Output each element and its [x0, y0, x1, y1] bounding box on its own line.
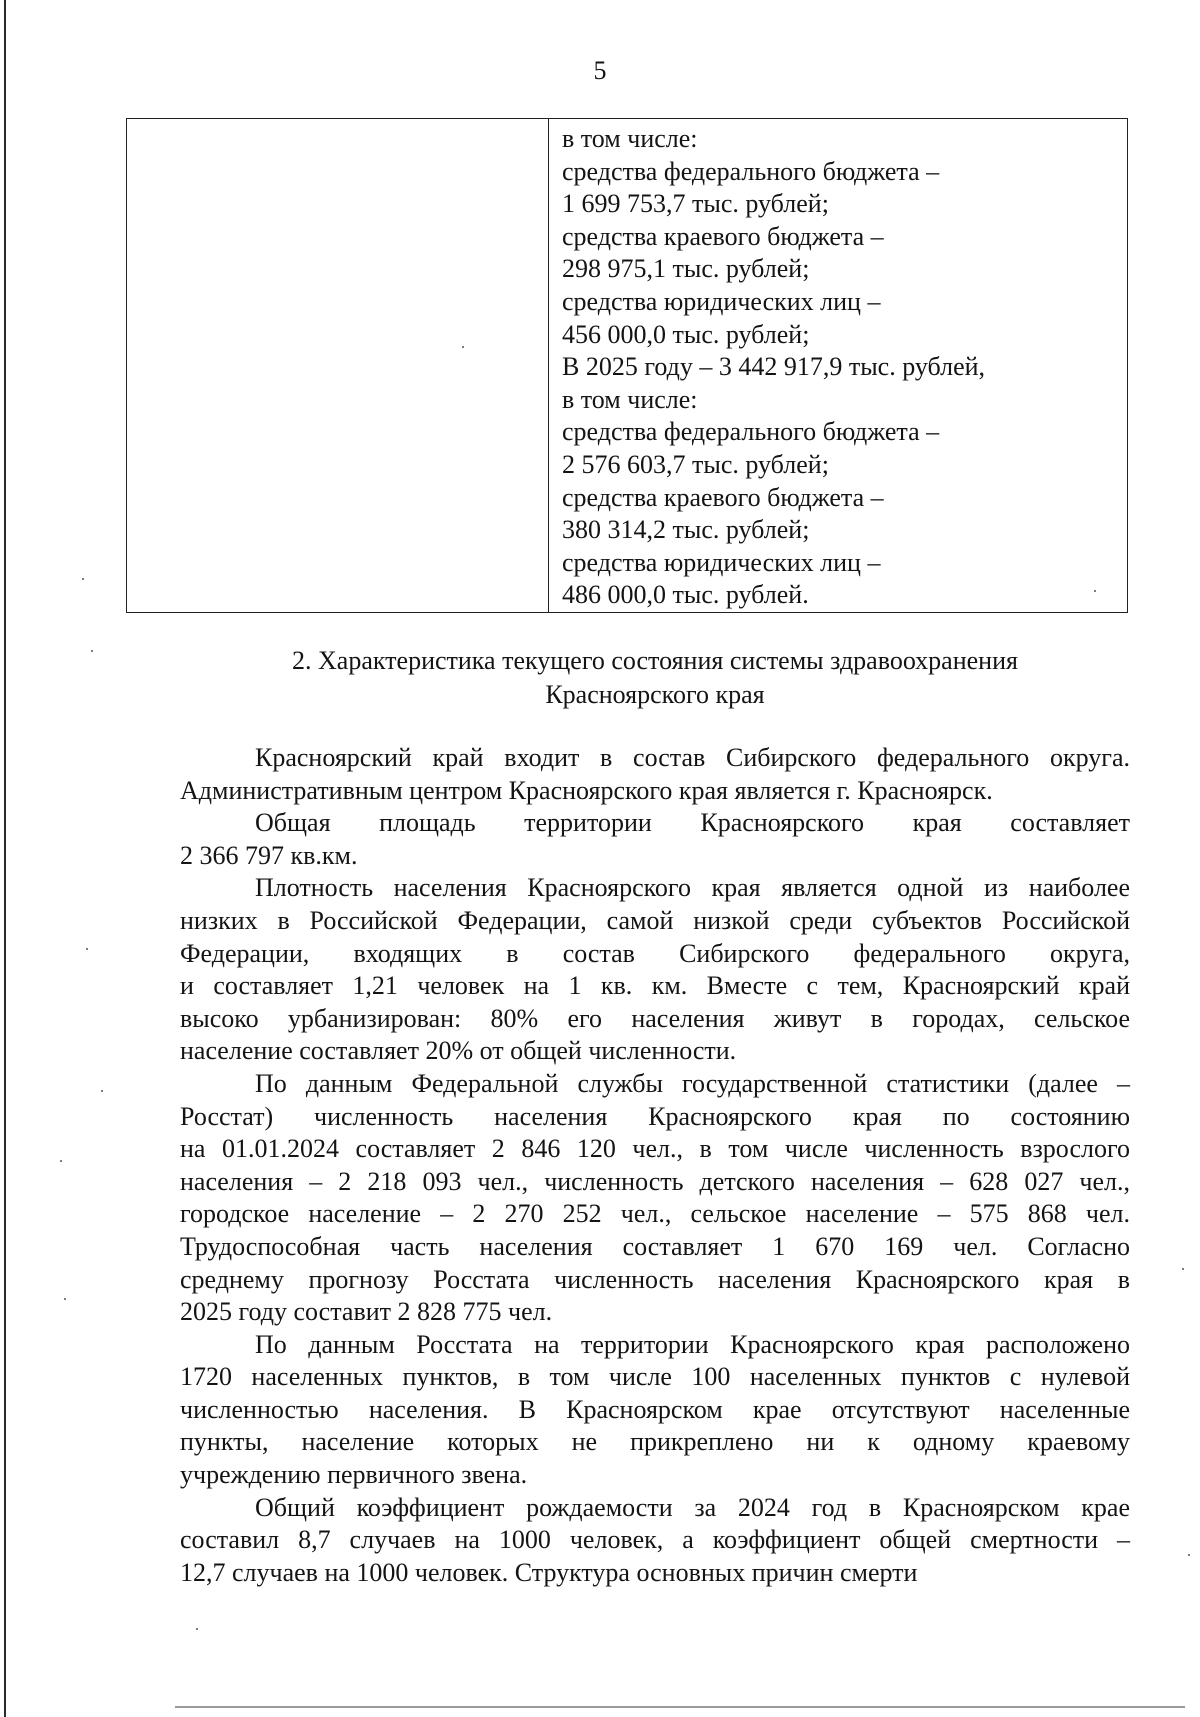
paragraph-line: пункты, население которых не прикреплено ни к одному краевому — [180, 1427, 1130, 1457]
paragraph-line: Общий коэффициент рождаемости за 2024 год в Красноярском крае — [255, 1492, 1130, 1522]
table-line: в том числе: — [562, 124, 698, 153]
table-line: В 2025 году – 3 442 917,9 тыс. рублей, — [562, 352, 986, 382]
table-line: средства федерального бюджета – — [562, 417, 940, 447]
table-line: в том числе: — [562, 384, 698, 414]
paragraph-line: 1720 населенных пунктов, в том числе 100 населенных пунктов с нулевой — [180, 1362, 1130, 1392]
body-paragraph — [180, 1068, 1130, 1329]
scan-speck — [196, 1628, 198, 1630]
scan-speck — [64, 1298, 66, 1300]
body-paragraph — [180, 807, 1130, 872]
table-line: 380 314,2 тыс. рублей; — [562, 515, 810, 545]
table-line: 486 000,0 тыс. рублей. — [562, 580, 809, 610]
paragraph-line: Трудоспособная часть населения составляет 1 670 169 чел. Согласно — [180, 1231, 1130, 1261]
table-line: средства федерального бюджета – — [562, 156, 940, 186]
scan-speck — [462, 346, 464, 348]
section-heading-line: Красноярского края — [545, 680, 765, 709]
scan-speck — [1182, 1268, 1184, 1270]
paragraph-line: 12,7 случаев на 1000 человек. Структура основных причин смерти — [180, 1557, 918, 1587]
paragraph-line: на 01.01.2024 составляет 2 846 120 чел., в том числе численность взрослого — [180, 1134, 1130, 1164]
paragraph-line: учреждению первичного звена. — [180, 1460, 528, 1490]
paragraph-line: высоко урбанизирован: 80% его населения живут в городах, сельское — [180, 1003, 1130, 1033]
table-line: средства краевого бюджета – — [562, 482, 884, 512]
scan-speck — [101, 1090, 103, 1092]
paragraph-line: население составляет 20% от общей численности. — [180, 1036, 737, 1066]
section-heading-line: 2. Характеристика текущего состояния системы здравоохранения — [292, 646, 1018, 675]
paragraph-line: 2 366 797 кв.км. — [180, 840, 358, 870]
paragraph-line: По данным Росстата на территории Красноярского края расположено — [255, 1329, 1130, 1359]
paragraph-line: населения – 2 218 093 чел., численность детского населения – 628 027 чел., — [180, 1166, 1130, 1196]
paragraph-line: По данным Федеральной службы государственной статистики (далее – — [255, 1068, 1130, 1098]
table-row — [127, 119, 1128, 613]
scan-bottom-edge — [175, 1706, 1185, 1708]
scan-speck — [91, 650, 93, 652]
budget-table — [126, 118, 1128, 613]
table-cell-right — [549, 119, 1128, 613]
paragraph-line: 2025 году составит 2 828 775 чел. — [180, 1297, 553, 1327]
paragraph-line: городское население – 2 270 252 чел., сельское население – 575 868 чел. — [180, 1199, 1130, 1229]
body-text — [180, 742, 1130, 1589]
scan-speck — [1188, 1554, 1190, 1556]
paragraph-line: Росстат) численность населения Красноярского края по состоянию — [180, 1101, 1130, 1131]
paragraph-line: Федерации, входящих в состав Сибирского федерального округа, — [180, 938, 1130, 968]
page-number: 5 — [593, 56, 607, 85]
body-paragraph — [180, 1329, 1130, 1492]
paragraph-line: Плотность населения Красноярского края является одной из наиболее — [255, 873, 1130, 903]
scan-left-edge — [4, 0, 6, 1717]
paragraph-line: среднему прогнозу Росстата численность населения Красноярского края в — [180, 1264, 1130, 1294]
table-line: 1 699 753,7 тыс. рублей; — [562, 189, 829, 219]
paragraph-line: низких в Российской Федерации, самой низкой среди субъектов Российской — [180, 905, 1130, 935]
table-line: 2 576 603,7 тыс. рублей; — [562, 449, 829, 479]
body-paragraph — [180, 742, 1130, 807]
body-paragraph — [180, 1492, 1130, 1590]
scan-speck — [82, 578, 84, 580]
scan-speck — [60, 1160, 62, 1162]
scan-speck — [86, 948, 88, 950]
table-line: 456 000,0 тыс. рублей; — [562, 319, 810, 349]
paragraph-line: и составляет 1,21 человек на 1 кв. км. Вместе с тем, Красноярский край — [180, 971, 1130, 1001]
scan-speck — [1094, 590, 1096, 592]
paragraph-line: численностью населения. В Красноярском крае отсутствуют населенные — [180, 1394, 1130, 1424]
table-line: средства краевого бюджета – — [562, 221, 884, 251]
table-cell-left — [127, 119, 549, 613]
paragraph-line: Красноярский край входит в состав Сибирского федерального округа. — [255, 743, 1130, 772]
paragraph-line: составил 8,7 случаев на 1000 человек, а коэффициент общей смертности – — [180, 1525, 1130, 1555]
table-line: средства юридических лиц – — [562, 286, 881, 316]
section-heading — [180, 644, 1130, 712]
table-line: 298 975,1 тыс. рублей; — [562, 254, 810, 284]
table-line: средства юридических лиц – — [562, 547, 881, 577]
body-paragraph — [180, 872, 1130, 1068]
paragraph-line: Административным центром Красноярского края является г. Красноярск. — [180, 775, 993, 805]
paragraph-line: Общая площадь территории Красноярского края составляет — [255, 808, 1130, 838]
